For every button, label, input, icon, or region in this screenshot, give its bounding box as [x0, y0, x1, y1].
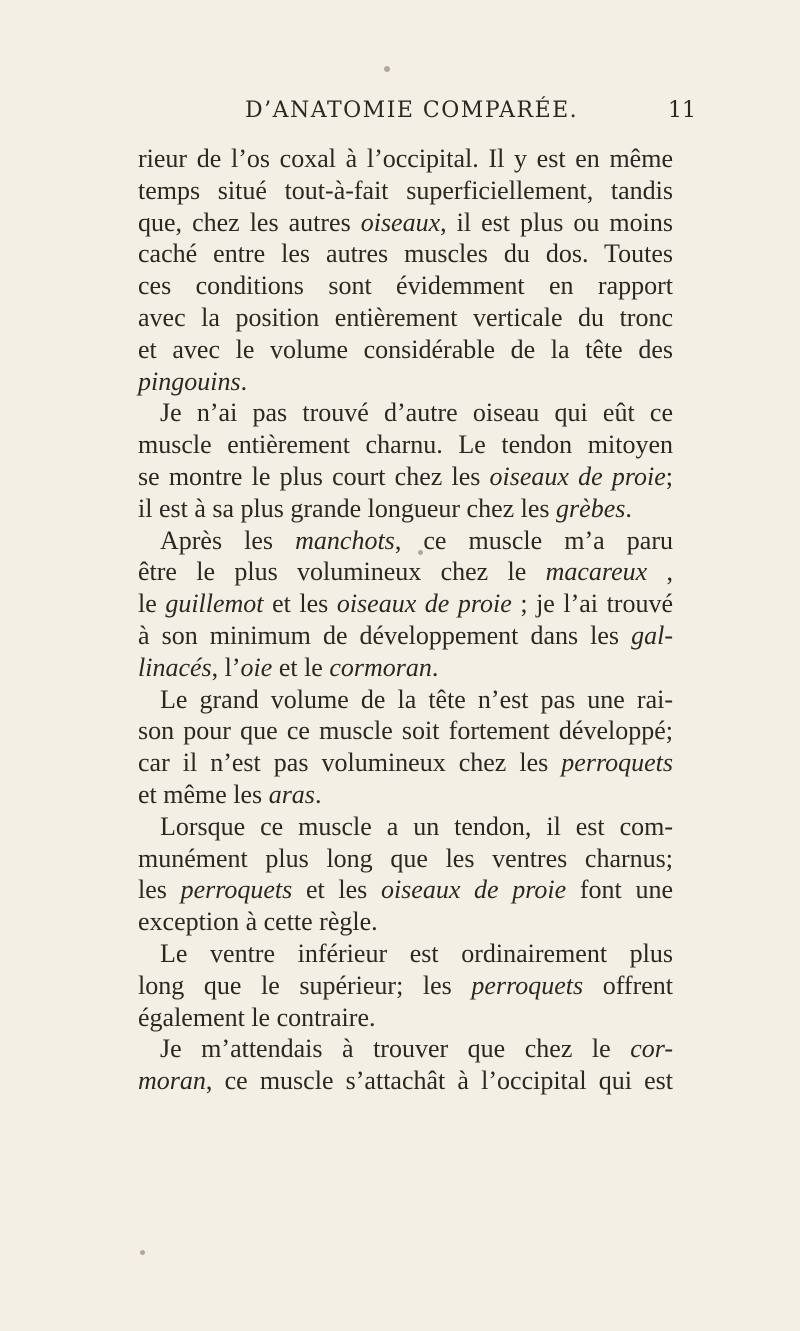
text-segment: . — [314, 779, 322, 809]
italic-term: pingouins — [138, 366, 241, 396]
text-segment: munément plus long que les ventres charnus; — [138, 843, 673, 873]
text-segment: temps situé tout-à-fait superficiellement, tandis — [138, 175, 673, 205]
italic-term: perroquets — [180, 875, 293, 905]
text-segment: il est à sa plus grande longueur chez les — [138, 493, 557, 523]
italic-term: cormoran — [329, 652, 432, 682]
text-segment: , il est plus ou moins — [440, 207, 673, 237]
italic-term: perroquets — [471, 970, 584, 1000]
text-segment: long que le supérieur; les — [138, 970, 472, 1000]
italic-term: gal- — [631, 620, 673, 650]
text-segment: Le grand volume de la tête n’est pas une rai- — [160, 684, 673, 714]
text-segment: Le ventre inférieur est ordinairement plus — [160, 938, 673, 968]
text-segment: que, chez les autres — [138, 207, 361, 237]
text-line — [138, 397, 673, 429]
text-segment: Après les — [160, 525, 296, 555]
text-line — [138, 938, 673, 970]
text-segment: . — [240, 366, 248, 396]
text-line — [138, 556, 673, 588]
text-segment: offrent — [583, 970, 673, 1000]
italic-term: oiseaux de proie — [336, 589, 512, 619]
text-line — [138, 302, 673, 334]
text-line — [138, 270, 673, 302]
text-segment: Lorsque ce muscle a un tendon, il est com- — [160, 811, 673, 841]
body-text — [138, 143, 673, 1097]
text-line — [138, 366, 673, 398]
italic-term: grèbes — [556, 493, 626, 523]
text-segment: exception à cette règle. — [138, 907, 378, 937]
text-line — [138, 238, 673, 270]
text-line — [138, 1065, 673, 1097]
text-segment: font une — [566, 875, 673, 905]
italic-term: perroquets — [561, 748, 673, 778]
text-line — [138, 525, 673, 557]
text-segment: se montre le plus court chez les — [138, 461, 490, 491]
text-segment: muscle entièrement charnu. Le tendon mitoyen — [138, 430, 673, 460]
italic-term: manchots — [295, 525, 395, 555]
text-segment: Je m’attendais à trouver que chez le — [160, 1034, 631, 1064]
text-segment: également le contraire. — [138, 1002, 376, 1032]
running-title: D’ANATOMIE COMPARÉE. — [245, 98, 579, 123]
text-segment: à son minimum de développement dans les — [138, 620, 632, 650]
text-segment: rieur de l’os coxal à l’occipital. Il y est en même — [138, 144, 673, 173]
text-segment: ; — [665, 461, 673, 491]
text-segment: et même les — [138, 779, 269, 809]
italic-term: oiseaux de proie — [380, 875, 567, 905]
text-line — [138, 143, 673, 175]
text-line — [138, 843, 673, 875]
text-segment: les — [138, 875, 181, 905]
text-line — [138, 1033, 673, 1065]
italic-term: macareux — [545, 557, 648, 587]
text-line — [138, 175, 673, 207]
italic-term: oie — [240, 652, 273, 682]
italic-term: moran — [138, 1066, 206, 1096]
text-segment: et les — [263, 589, 337, 619]
text-line — [138, 906, 673, 938]
text-line — [138, 747, 673, 779]
text-segment: caché entre les autres muscles du dos. Toutes — [138, 239, 673, 269]
text-line — [138, 1002, 673, 1034]
text-segment: , ce muscle s’attachât à l’occipital qui est — [205, 1066, 673, 1096]
text-segment: ; je l’ai trouvé — [511, 589, 673, 619]
text-segment: avec la position entièrement verticale du tronc — [138, 302, 673, 332]
text-segment: car il n’est pas volumineux chez les — [138, 748, 562, 778]
text-segment: . — [431, 652, 439, 682]
italic-term: aras — [268, 779, 315, 809]
italic-term: oiseaux — [360, 207, 441, 237]
text-segment: et le — [272, 652, 330, 682]
text-line — [138, 334, 673, 366]
text-segment: et avec le volume considérable de la tête des — [138, 334, 673, 364]
text-line — [138, 207, 673, 239]
text-line — [138, 811, 673, 843]
text-segment: et les — [292, 875, 381, 905]
ink-speck — [384, 66, 390, 72]
page-number: 11 — [668, 98, 696, 123]
text-segment: ces conditions sont évidemment en rapport — [138, 271, 673, 301]
text-segment: , — [647, 557, 673, 587]
text-segment: Je n’ai pas trouvé d’autre oiseau qui eût ce — [160, 398, 673, 428]
text-line — [138, 493, 673, 525]
text-line — [138, 779, 673, 811]
text-segment: être le plus volumineux chez le — [138, 557, 546, 587]
text-line — [138, 652, 673, 684]
italic-term: oiseaux de proie — [489, 461, 666, 491]
text-segment: le — [138, 589, 166, 619]
text-line — [138, 588, 673, 620]
italic-term: guillemot — [165, 589, 264, 619]
text-line — [138, 970, 673, 1002]
text-line — [138, 620, 673, 652]
ink-speck — [140, 1250, 145, 1255]
text-line — [138, 684, 673, 716]
text-line — [138, 874, 673, 906]
running-header — [0, 92, 800, 132]
italic-term: linacés — [138, 652, 212, 682]
text-segment: , ce muscle m’a paru — [394, 525, 673, 555]
italic-term: cor- — [630, 1034, 673, 1064]
text-segment: . — [625, 493, 632, 523]
text-line — [138, 461, 673, 493]
text-line — [138, 429, 673, 461]
text-segment: , l’ — [211, 652, 241, 682]
text-line — [138, 715, 673, 747]
text-segment: son pour que ce muscle soit fortement développé; — [138, 716, 673, 746]
